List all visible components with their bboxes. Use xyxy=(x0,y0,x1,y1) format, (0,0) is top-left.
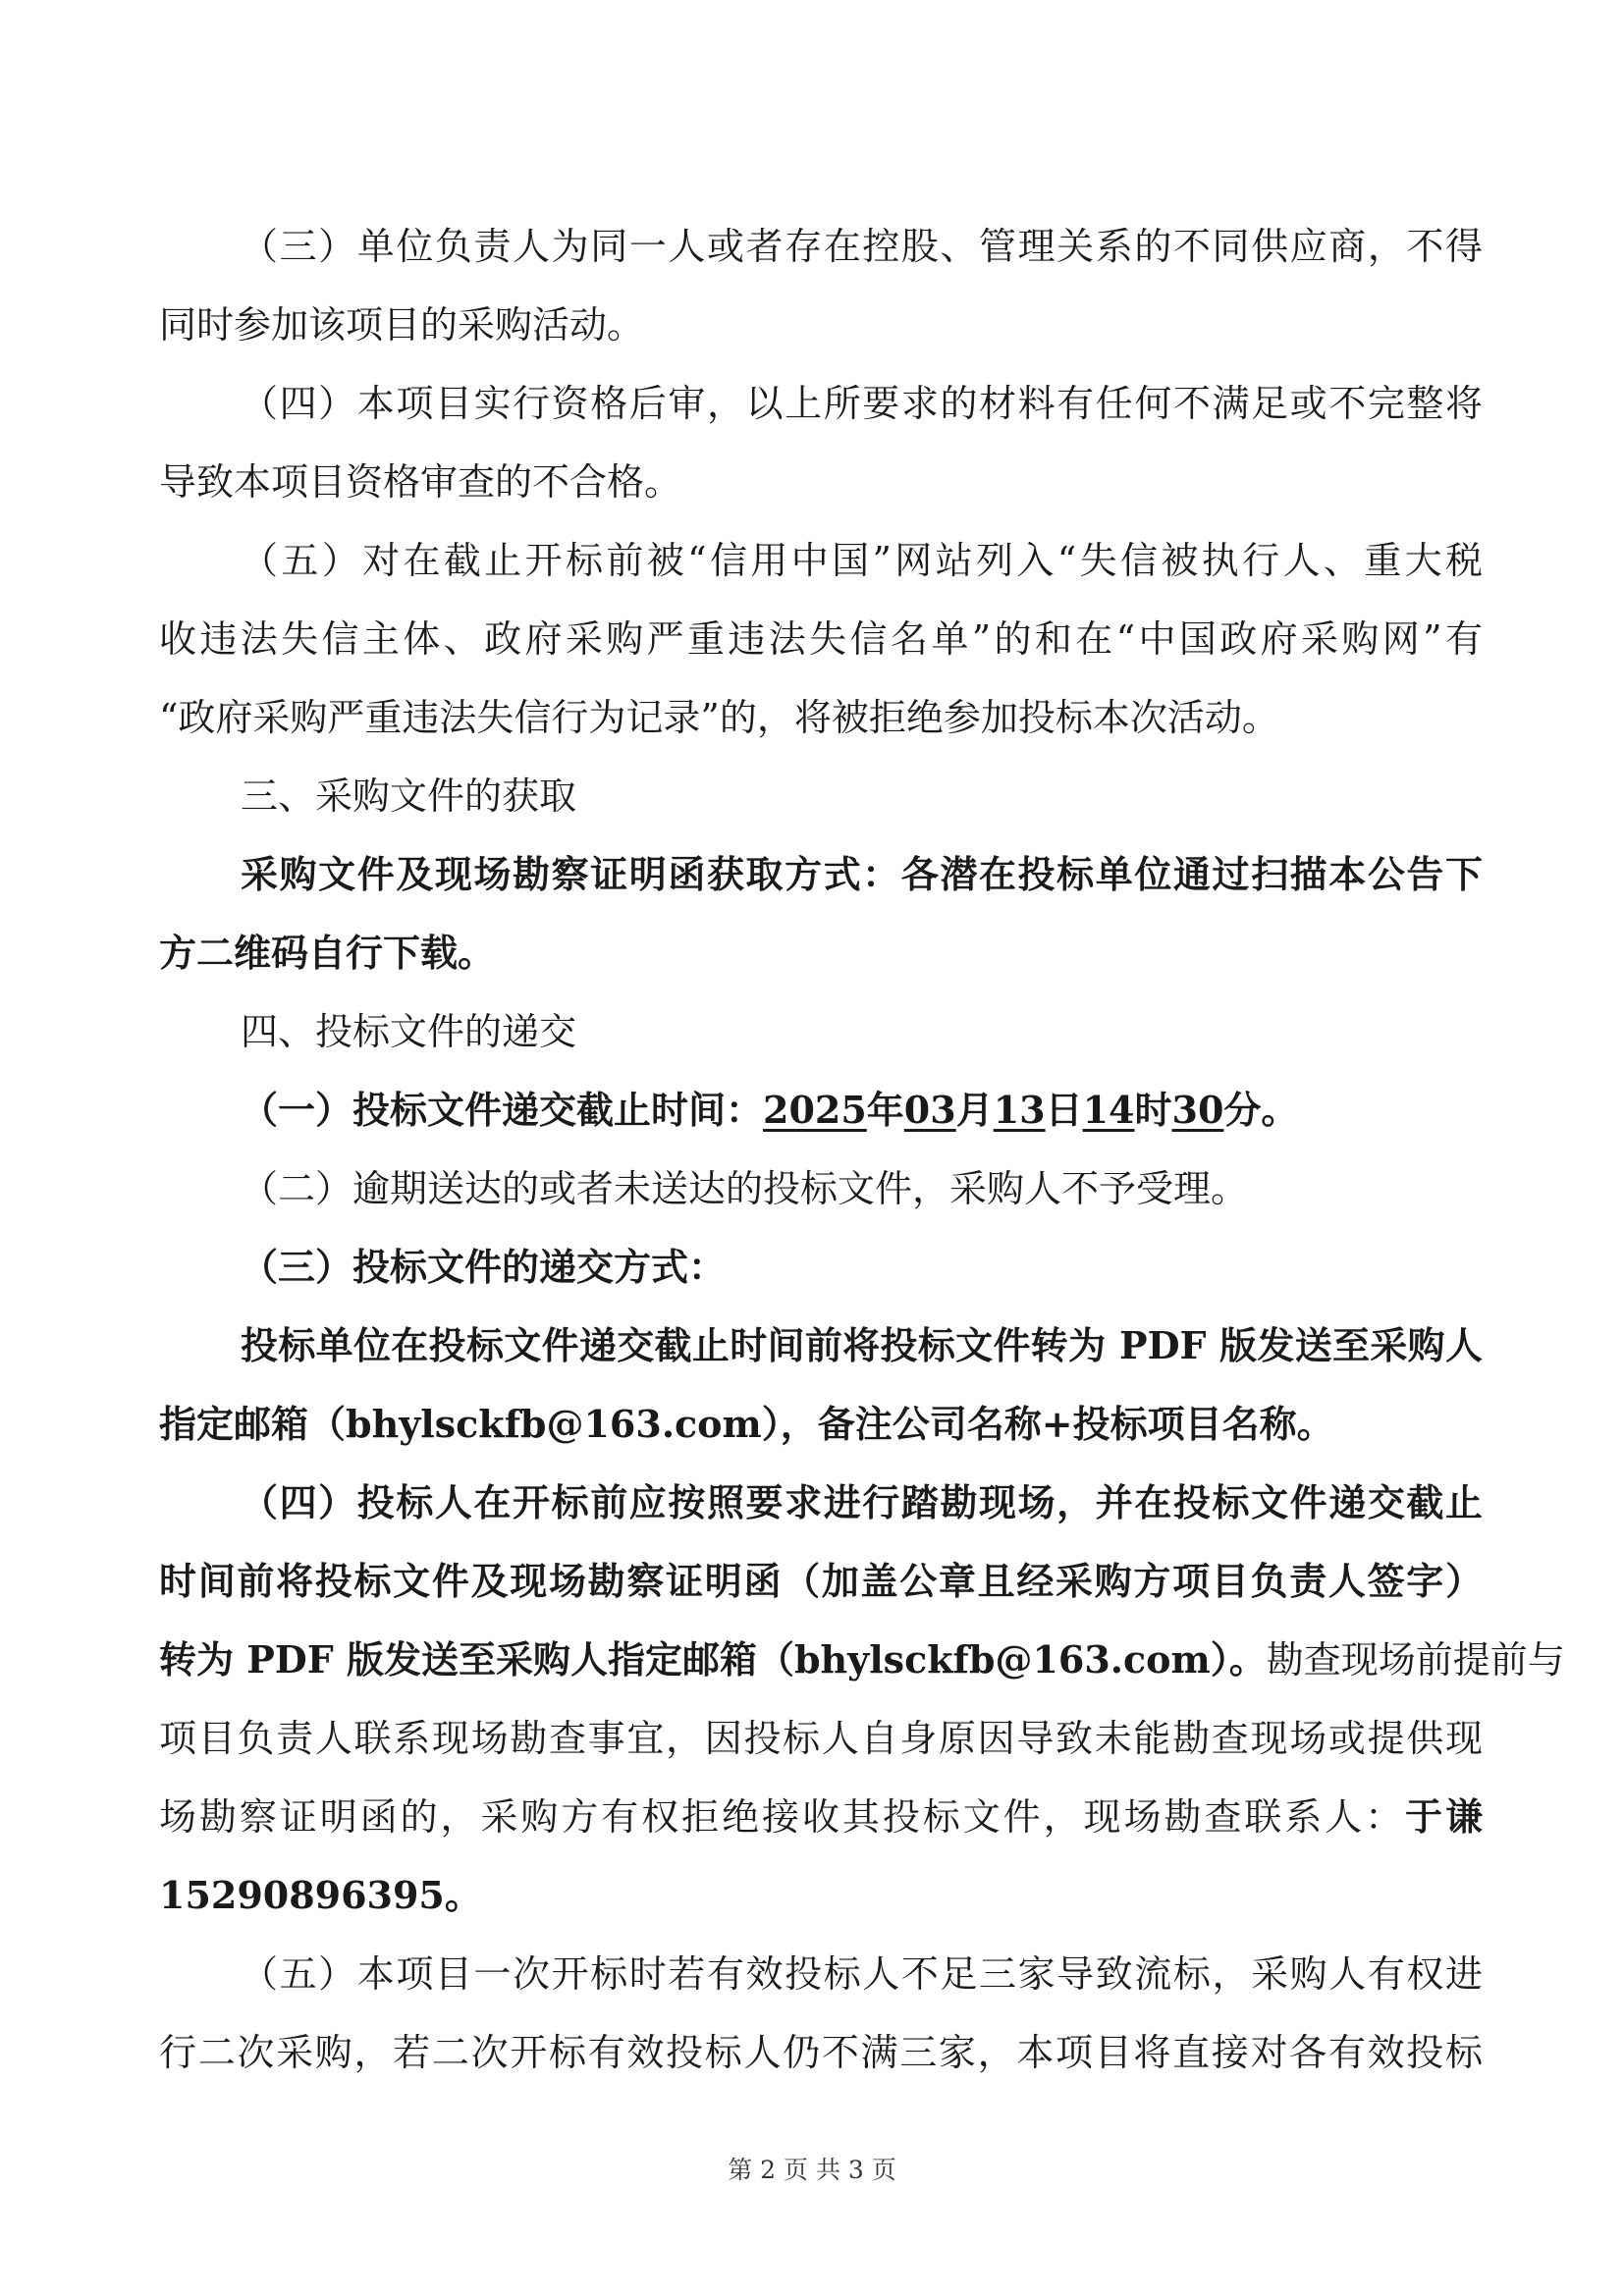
paragraph-line: 项目负责人联系现场勘查事宜，因投标人自身原因导致未能勘查现场或提供现 xyxy=(159,1717,1483,1760)
paragraph-line: 投标单位在投标文件递交截止时间前将投标文件转为 PDF 版发送至采购人 xyxy=(241,1323,1483,1367)
paragraph-line: （五）对在截止开标前被“信用中国”网站列入“失信被执行人、重大税 xyxy=(241,539,1483,582)
deadline-hour: 14 xyxy=(1082,1088,1135,1132)
paragraph-line: 采购文件及现场勘察证明函获取方式：各潜在投标单位通过扫描本公告下 xyxy=(241,852,1483,896)
paragraph-line: 同时参加该项目的采购活动。 xyxy=(159,303,645,347)
deadline-minute: 30 xyxy=(1171,1088,1224,1132)
paragraph-line: 方二维码自行下载。 xyxy=(159,931,496,975)
deadline-year: 2025 xyxy=(763,1088,867,1132)
paragraph-line: （四）投标人在开标前应按照要求进行踏勘现场，并在投标文件递交截止 xyxy=(241,1480,1483,1524)
paragraph-line: 时间前将投标文件及现场勘察证明函（加盖公章且经采购方项目负责人签字） xyxy=(159,1559,1483,1603)
paragraph-line: （二）逾期送达的或者未送达的投标文件，采购人不予受理。 xyxy=(241,1167,1249,1210)
deadline-line: （一）投标文件递交截止时间：2025年03月13日14时30分。 xyxy=(241,1088,1299,1132)
page-footer: 第 2 页 共 3 页 xyxy=(728,2156,896,2184)
paragraph-line: 转为 PDF 版发送至采购人指定邮箱（bhylsckfb@163.com）。勘查现场前提前与 xyxy=(159,1637,1565,1682)
paragraph-line: （五）本项目一次开标时若有效投标人不足三家导致流标，采购人有权进 xyxy=(241,1952,1483,1996)
deadline-day: 13 xyxy=(993,1088,1046,1132)
paragraph-line: （三）投标文件的递交方式： xyxy=(241,1245,727,1289)
paragraph-line: （三）单位负责人为同一人或者存在控股、管理关系的不同供应商，不得 xyxy=(241,225,1483,268)
paragraph-line: 行二次采购，若二次开标有效投标人仍不满三家，本项目将直接对各有效投标 xyxy=(159,2031,1483,2074)
deadline-month: 03 xyxy=(903,1088,956,1132)
paragraph-line: 导致本项目资格审查的不合格。 xyxy=(159,460,682,504)
paragraph-line: 指定邮箱（bhylsckfb@163.com），备注公司名称+投标项目名称。 xyxy=(159,1402,1334,1446)
paragraph-line: 场勘察证明函的，采购方有权拒绝接收其投标文件，现场勘查联系人：于谦 xyxy=(159,1794,1483,1839)
contact-name: 于谦 xyxy=(1405,1794,1483,1839)
paragraph-line: （四）本项目实行资格后审，以上所要求的材料有任何不满足或不完整将 xyxy=(241,382,1483,425)
section-heading: 三、采购文件的获取 xyxy=(241,774,577,818)
paragraph-line: “政府采购严重违法失信行为记录”的，将被拒绝参加投标本次活动。 xyxy=(159,696,1279,739)
paragraph-line: 收违法失信主体、政府采购严重违法失信名单”的和在“中国政府采购网”有 xyxy=(159,617,1483,661)
section-heading: 四、投标文件的递交 xyxy=(241,1010,577,1053)
contact-phone: 15290896395。 xyxy=(159,1873,482,1917)
